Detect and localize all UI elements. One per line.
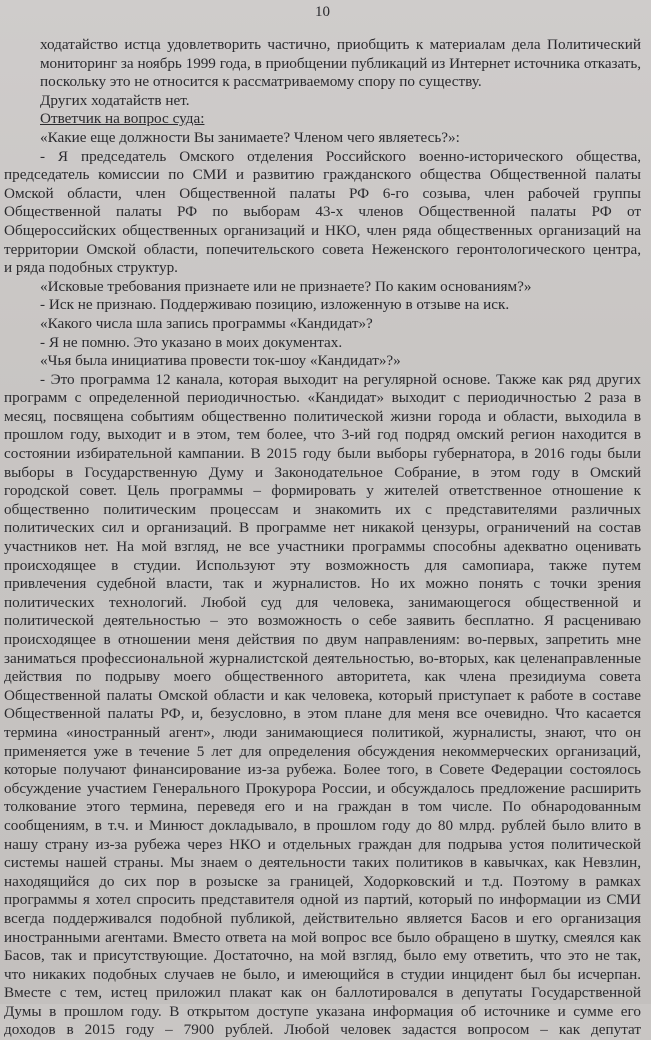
text-line: программ с определенной периодичностью. «Кандидат» выходит с периодичностью 2 раза в (4, 389, 641, 407)
text-line: обсуждение участием Генерального Прокурора России, и обсуждалось предложение расширить (4, 779, 641, 797)
text-line: термина «иностранный агент», люди занимающиеся политикой, журналисты, знают, что он (4, 723, 641, 741)
line-text: - Я не помню. Это указано в моих документах. (40, 333, 343, 351)
text-line: привлечения судебной власти, так и журналистов. Но их можно понять с точки зрения (4, 575, 641, 593)
line-text: Других ходатайств нет. (40, 91, 190, 109)
document-body (4, 36, 641, 1040)
text-line: общественно политическим процессам и знакомить их с представителями различных (4, 500, 641, 518)
text-line: что никаких подобных случаев не было, и имеющийся в студии инцидент был бы исчерпан. (4, 965, 641, 983)
text-line (4, 296, 641, 315)
text-line: Омской области, член Общественной палаты РФ 6-го созыва, член рабочей группы (4, 184, 641, 202)
text-line: Вместе с тем, истец приложил плакат как он баллотировался в депутаты Государственной (4, 984, 641, 1002)
text-line: состоянии избирательной кампании. В 2015 году были выборы губернатора, в 2016 годы были (4, 445, 641, 463)
text-line: городской совет. Цель программы – формировать у жителей ответственное отношение к (4, 482, 641, 500)
text-line: Общественной палаты РФ по выборам 43-х членов Общественной палаты РФ от (4, 203, 641, 221)
section-heading: Ответчик на вопрос суда: (40, 110, 205, 128)
text-line (4, 315, 641, 334)
text-line: прошлом году, выходит и в этом, тем более, что 3-ий год подряд омский регион находится в (4, 426, 641, 444)
line-text: поскольку это не относится к рассматриваемому спору по существу. (40, 73, 482, 91)
text-line: политической деятельностью – это возможность о себе заявить бесплатно. Я расцениваю (4, 612, 641, 630)
text-line: всегда поддерживался подобной публикой, действительно является Басов и его организация (4, 909, 641, 927)
text-line: Думы в прошлом году. В открытом доступе указана информация об источнике и сумме его (4, 1002, 641, 1020)
text-line (4, 92, 641, 111)
text-line: происходящее в отношении меня действия по двум направлениям: во-первых, запретить мне (4, 631, 641, 648)
text-line (4, 73, 641, 92)
text-line: сообщениям, в т.ч. и Минюст докладывало, в прошлом году до 80 млрд. рублей было влито в (4, 816, 641, 834)
text-line: Общероссийских общественных организаций и НКО, член ряда общественных организаций на (4, 221, 641, 239)
text-line: программы я хотел спросить представителя одной из партий, который по информации из СМИ (4, 891, 641, 909)
text-line: участников нет. На мой взгляд, не все участники программы способны адекватно оценивать (4, 538, 641, 556)
line-text: и ряда подобных структур. (4, 259, 178, 277)
text-line (4, 334, 641, 353)
line-text: «Исковые требования признаете или не признаете? По каким основаниям?» (40, 277, 532, 295)
line-text: «Какого числа шла запись программы «Кандидат»? (40, 314, 373, 332)
text-line: иностранными агентами. Вместо ответа на мой вопрос все было обращено в шутку, смеялся как (4, 928, 641, 946)
text-line (4, 278, 641, 297)
text-line: Общественной палаты Омской области и как человека, который приступает к работе в составе (4, 686, 641, 704)
line-text: - Иск не признаю. Поддерживаю позицию, изложенную в отзыве на иск. (40, 296, 510, 314)
text-line: доходов в 2015 году – 7900 рублей. Любой человек задастся вопросом – как депутат (4, 1021, 641, 1039)
text-line: мониторинг за ноябрь 1999 года, в приобщении публикаций из Интернет источника отказать, (40, 54, 641, 72)
page-number: 10 (315, 4, 330, 20)
text-line: политических технологий. Любой суд для человека, занимающегося общественной и (4, 593, 641, 611)
text-line: территории Омской области, попечительского совета Неженского геронтологического центра, (4, 240, 641, 258)
text-line: ходатайство истца удовлетворить частично, приобщить к материалам дела Политический (40, 36, 641, 53)
text-line: нашу страну из-за рубежа через НКО и отдельных граждан для подрыва устоя политической (4, 835, 641, 853)
text-line: происходящее в студии. Используют эту возможность для самопиара, также путем (4, 556, 641, 574)
text-line (4, 110, 641, 129)
text-line: находящийся до сих пор в розыске за границей, Ходорковский и т.д. Поэтому в рамках (4, 872, 641, 890)
line-text: «Какие еще должности Вы занимаете? Членом чего являетесь?»: (40, 128, 460, 146)
text-line: Басов, так и присутствующие. Достаточно, на мой взгляд, было ему ответить, что это не так, (4, 947, 641, 965)
text-line (4, 352, 641, 371)
text-line: применяется уже в течение 5 лет для определения обсуждения некоммерческих организаций, (4, 742, 641, 760)
text-line (4, 129, 641, 148)
text-line: системы нашей страны. Мы знаем о деятельности таких политиков в кавычках, как Невзлин, (4, 854, 641, 872)
text-line: толкование этого термина, переведя его и на граждан в том числе. По обнародованным (4, 798, 641, 816)
text-line: политических сил и организаций. В программе нет никакой цензуры, ограничений на состав (4, 519, 641, 537)
line-text: «Чья была инициатива провести ток-шоу «Кандидат»?» (40, 352, 401, 370)
text-line: - Я председатель Омского отделения Российского военно-исторического общества, (40, 147, 641, 165)
text-line: которые получают финансирование из-за рубежа. Более того, в Совете Федерации состоялось (4, 761, 641, 779)
text-line: Общественной палаты РФ, и, безусловно, в этом плане для меня все очевидно. Что касается (4, 705, 641, 723)
text-line: выборы в Государственную Думу и Законодательное Собрание, в этом году в Омский (4, 463, 641, 481)
text-line (4, 259, 641, 278)
text-line: месяц, посвящена событиям общественно политической жизни города и области, выходила в (4, 407, 641, 425)
text-line: председатель комиссии по СМИ и развитию гражданского общества Общественной палаты (4, 166, 641, 184)
text-line: действия по подрыву моего общественного авторитета, как члена президиума совета (4, 668, 641, 686)
text-line: заниматься профессиональной журналистской деятельностью, во-вторых, как целенаправленные (4, 649, 641, 667)
text-line: - Это программа 12 канала, которая выходит на регулярной основе. Также как ряд других (40, 370, 641, 388)
